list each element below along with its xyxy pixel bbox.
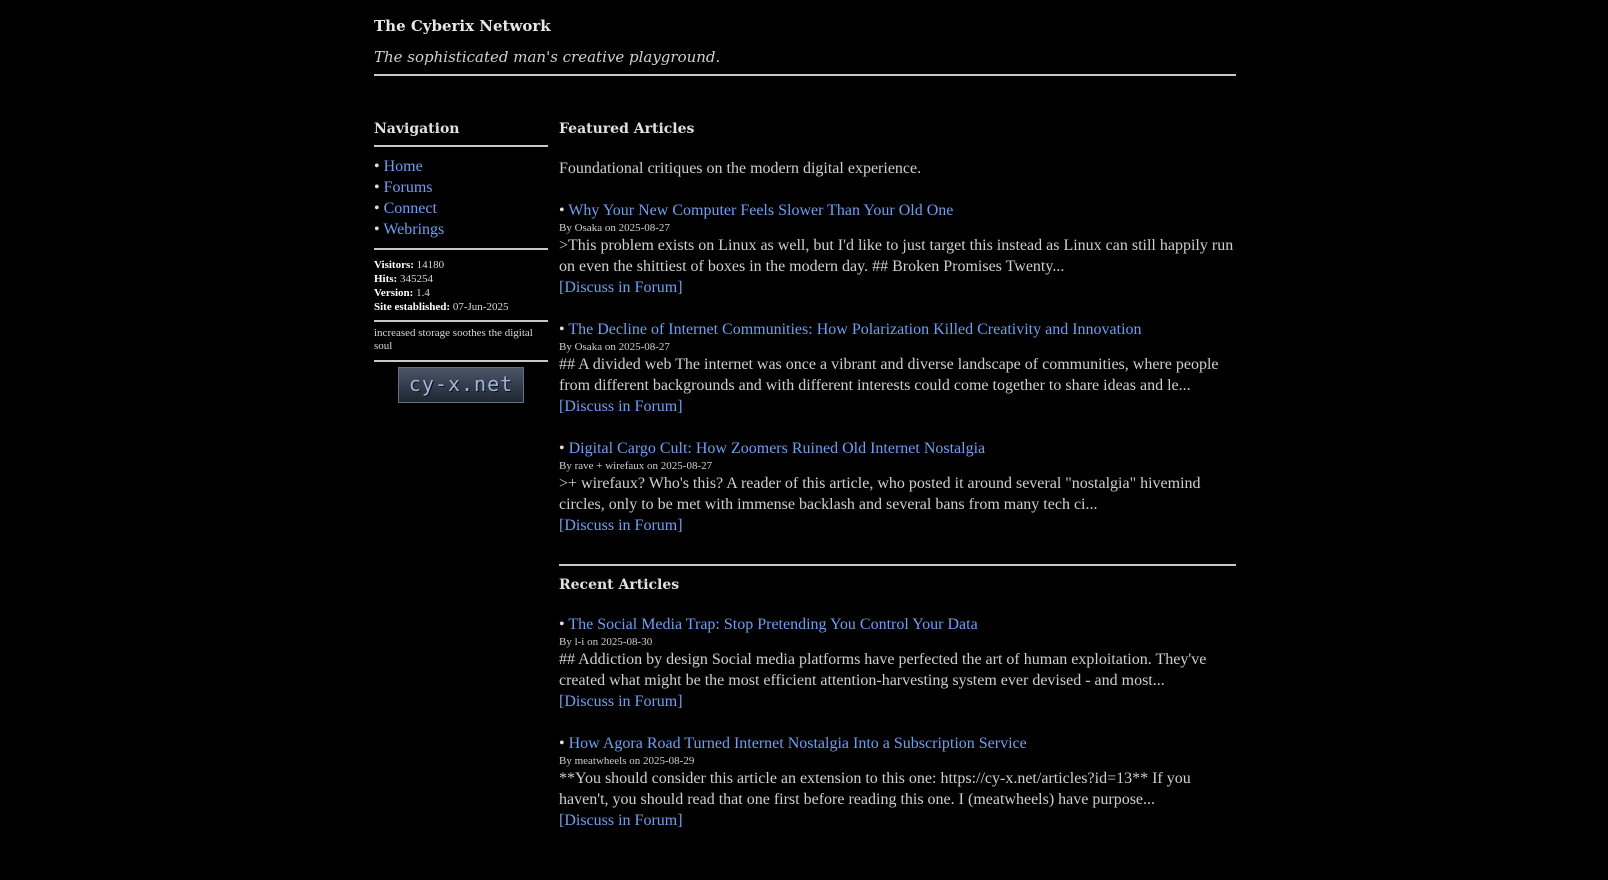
cy-x-net-badge[interactable]: cy-x.net (398, 367, 524, 403)
page (374, 0, 1236, 829)
header-divider (374, 74, 1236, 76)
nav-item-connect (374, 198, 548, 219)
bullet-icon: • (374, 158, 380, 175)
recent-article (559, 614, 1236, 712)
nav-item-home (374, 156, 548, 177)
site-title: The Cyberix Network (374, 17, 551, 35)
discuss-in-forum-link[interactable]: [Discuss in Forum] (559, 693, 683, 710)
sidebar-divider (374, 360, 548, 362)
bullet-icon: • (374, 200, 380, 217)
article-excerpt: **You should consider this article an extension to this one: https://cy-x.net/articles?id=13** If you haven't, you should read that one first before reading this one. I (meatwheels) have purpose... (559, 770, 1191, 808)
article-title-link[interactable]: Digital Cargo Cult: How Zoomers Ruined Old Internet Nostalgia (568, 440, 986, 457)
sidebar-quote: increased storage soothes the digital soul (374, 327, 533, 352)
article-title-link[interactable]: The Social Media Trap: Stop Pretending You Control Your Data (568, 616, 978, 633)
featured-description: Foundational critiques on the modern digital experience. (559, 160, 922, 177)
stat-hits: Hits: 345254 (374, 273, 433, 285)
article-excerpt: ## Addiction by design Social media platforms have perfected the art of human exploitation. They've created what might be the most efficient attention-harvesting system ever devised - and most... (559, 651, 1207, 689)
bullet-icon: • (559, 616, 565, 633)
recent-article (559, 733, 1236, 831)
article-meta: By meatwheels on 2025-08-29 (559, 755, 695, 767)
article-excerpt: >+ wirefaux? Who's this? A reader of this article, who posted it around several "nostalgia" hivemind circles, only to be met with immense backlash and several bans from many tech ci... (559, 475, 1201, 513)
sidebar (374, 118, 548, 403)
discuss-in-forum-link[interactable]: [Discuss in Forum] (559, 279, 683, 296)
recent-heading: Recent Articles (559, 577, 680, 593)
article-meta: By rave + wirefaux on 2025-08-27 (559, 460, 713, 472)
discuss-in-forum-link[interactable]: [Discuss in Forum] (559, 517, 683, 534)
bullet-icon: • (559, 735, 565, 752)
nav-link-forums[interactable]: Forums (383, 179, 433, 196)
stat-visitors: Visitors: 14180 (374, 259, 445, 271)
main-content (559, 118, 1236, 831)
site-tagline: The sophisticated man's creative playground. (374, 48, 721, 66)
article-meta: By l-i on 2025-08-30 (559, 636, 653, 648)
site-stats (374, 258, 548, 314)
article-meta: By Osaka on 2025-08-27 (559, 222, 670, 234)
nav-link-home[interactable]: Home (383, 158, 423, 175)
stat-version: Version: 1.4 (374, 287, 430, 299)
discuss-in-forum-link[interactable]: [Discuss in Forum] (559, 812, 683, 829)
sidebar-heading: Navigation (374, 121, 460, 137)
featured-article (559, 319, 1236, 417)
article-excerpt: >This problem exists on Linux as well, but I'd like to just target this instead as Linux can still happily run on even the shittiest of boxes in the modern day. ## Broken Promises Twenty... (559, 237, 1234, 275)
sidebar-divider (374, 248, 548, 250)
article-title-link[interactable]: Why Your New Computer Feels Slower Than Your Old One (568, 202, 954, 219)
bullet-icon: • (559, 321, 565, 338)
nav-item-forums (374, 177, 548, 198)
sidebar-divider (374, 320, 548, 322)
article-excerpt: ## A divided web The internet was once a vibrant and diverse landscape of communities, where people from different backgrounds and with different interests could come together to share ideas and le... (559, 356, 1219, 394)
bullet-icon: • (374, 221, 380, 238)
section-divider (559, 564, 1236, 566)
featured-article (559, 200, 1236, 298)
bullet-icon: • (374, 179, 380, 196)
nav-item-webrings (374, 219, 548, 240)
discuss-in-forum-link[interactable]: [Discuss in Forum] (559, 398, 683, 415)
featured-article (559, 438, 1236, 536)
nav-list (374, 156, 548, 240)
nav-link-connect[interactable]: Connect (383, 200, 437, 217)
stat-site-established: Site established: 07-Jun-2025 (374, 301, 509, 313)
article-title-link[interactable]: The Decline of Internet Communities: How Polarization Killed Creativity and Innovation (568, 321, 1142, 338)
article-title-link[interactable]: How Agora Road Turned Internet Nostalgia Into a Subscription Service (568, 735, 1027, 752)
article-meta: By Osaka on 2025-08-27 (559, 341, 670, 353)
featured-heading: Featured Articles (559, 121, 695, 137)
bullet-icon: • (559, 202, 565, 219)
sidebar-divider (374, 145, 548, 147)
nav-link-webrings[interactable]: Webrings (383, 221, 445, 238)
bullet-icon: • (559, 440, 565, 457)
